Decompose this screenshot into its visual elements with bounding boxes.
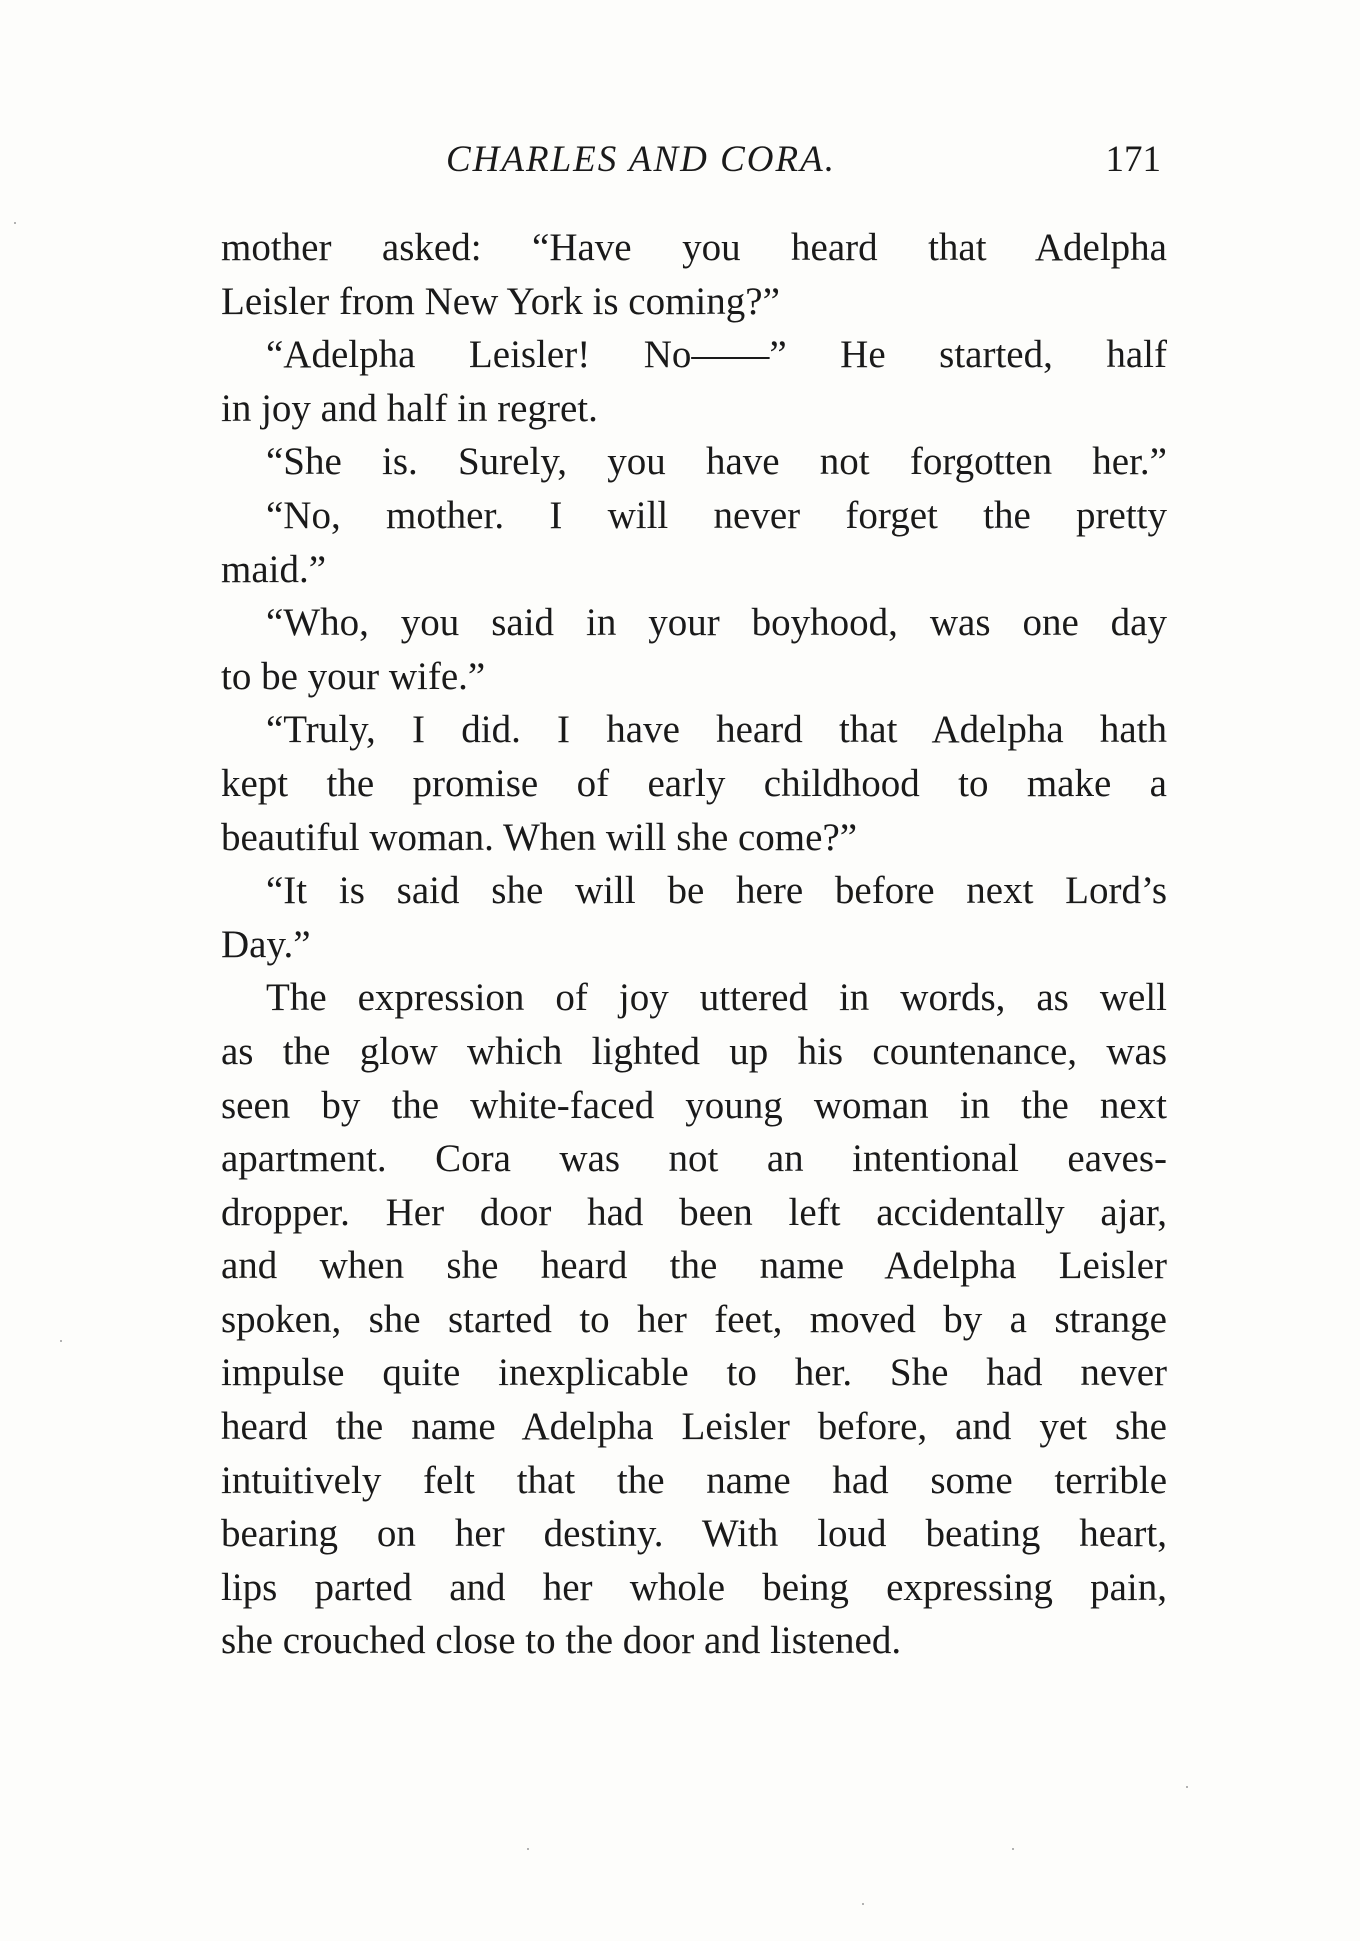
text-line: maid.” [221,547,327,591]
page-number: 171 [1105,139,1161,180]
print-speck [14,222,16,224]
text-line: to be your wife.” [221,654,486,698]
text-line: impulse quite inexplicable to her. She had never [221,1351,1167,1395]
text-line: “Truly, I did. I have heard that Adelpha hath [266,708,1167,752]
text-line: spoken, she started to her feet, moved by a strange [221,1297,1167,1341]
text-line: in joy and half in regret. [221,386,598,430]
text-line: apartment. Cora was not an intentional eaves- [221,1137,1167,1181]
text-line: Leisler from New York is coming?” [221,279,780,323]
running-head [221,138,1161,194]
text-line: kept the promise of early childhood to make a [221,761,1167,805]
running-title: CHARLES AND CORA. [446,139,836,180]
text-line: mother asked: “Have you heard that Adelpha [221,226,1167,269]
text-line: intuitively felt that the name had some terrible [221,1458,1167,1502]
text-line: “No, mother. I will never forget the pretty [266,493,1167,537]
text-line: bearing on her destiny. With loud beating heart, [221,1512,1167,1556]
text-line: “It is said she will be here before next Lord’s [266,869,1167,913]
print-speck [60,1340,62,1342]
text-line: Day.” [221,922,311,966]
text-line: and when she heard the name Adelpha Leisler [221,1244,1167,1288]
text-line: The expression of joy uttered in words, as well [266,976,1167,1020]
text-line: seen by the white-faced young woman in the next [221,1083,1167,1127]
text-line: “Who, you said in your boyhood, was one day [266,601,1167,645]
text-line: she crouched close to the door and listened. [221,1619,902,1663]
text-line: dropper. Her door had been left accidentally ajar, [221,1190,1167,1234]
print-speck [1186,1786,1188,1788]
text-line: “Adelpha Leisler! No——” He started, half [266,333,1167,377]
print-speck [862,1903,864,1905]
print-speck [1012,1848,1014,1850]
text-line: heard the name Adelpha Leisler before, and yet she [221,1405,1167,1449]
print-speck [527,1848,529,1850]
text-line: as the glow which lighted up his countenance, was [221,1029,1167,1073]
body-text [221,221,1167,1668]
text-line: beautiful woman. When will she come?” [221,815,858,859]
text-line: lips parted and her whole being expressing pain, [221,1565,1167,1609]
text-line: “She is. Surely, you have not forgotten her.” [266,440,1167,484]
